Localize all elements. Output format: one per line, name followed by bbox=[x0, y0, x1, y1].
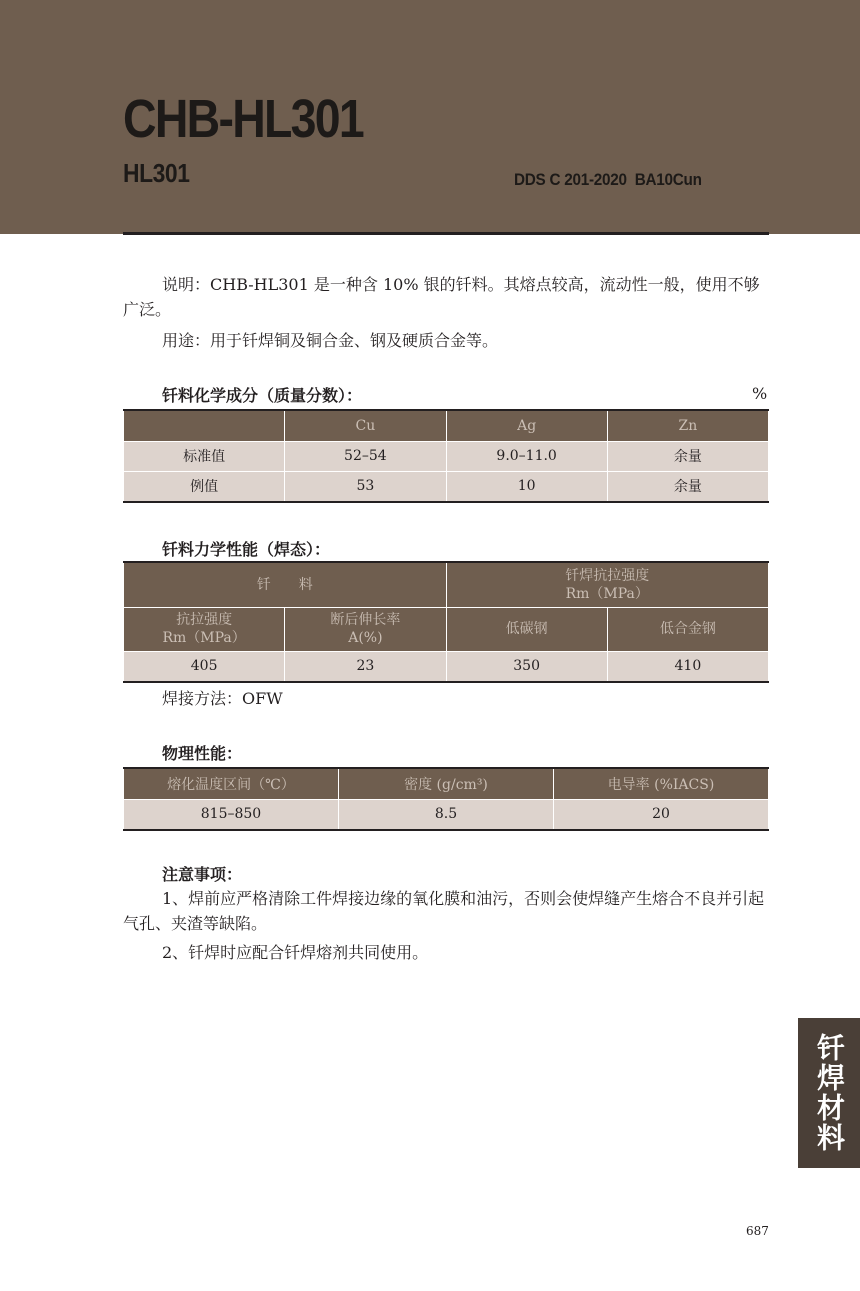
physical-title: 物理性能： bbox=[162, 744, 243, 763]
table-cell: 8.5 bbox=[339, 799, 554, 830]
table-cell: 余量 bbox=[607, 471, 768, 502]
table-row bbox=[124, 471, 769, 502]
header-rule bbox=[123, 232, 769, 235]
welding-method-label: 焊接方法： bbox=[162, 689, 243, 708]
mechanical-table bbox=[123, 561, 769, 683]
composition-title: 钎料化学成分（质量分数）： bbox=[162, 386, 363, 405]
product-title: CHB-HL301 bbox=[123, 89, 363, 149]
physical-header-row bbox=[124, 768, 769, 799]
table-cell: 405 bbox=[124, 651, 285, 682]
tensile-label: 抗拉强度 bbox=[176, 612, 233, 628]
table-row bbox=[124, 799, 769, 830]
physical-header-cell: 熔化温度区间（℃） bbox=[124, 768, 339, 799]
note-item: 2、钎焊时应配合钎焊熔剂共同使用。 bbox=[162, 943, 429, 962]
description-label: 说明： bbox=[162, 275, 211, 294]
product-subtitle: HL301 bbox=[123, 158, 190, 188]
brazed-strength-group-header bbox=[446, 562, 769, 607]
tensile-header bbox=[124, 607, 285, 651]
table-cell: 10 bbox=[446, 471, 607, 502]
table-row bbox=[124, 651, 769, 682]
elongation-header bbox=[285, 607, 446, 651]
table-cell: 23 bbox=[285, 651, 446, 682]
table-cell: 53 bbox=[285, 471, 446, 502]
composition-header-cell: Zn bbox=[607, 410, 768, 441]
composition-header-cell bbox=[124, 410, 285, 441]
tensile-unit: Rm（MPa） bbox=[162, 630, 246, 646]
physical-header-cell: 密度 (g/cm³) bbox=[339, 768, 554, 799]
physical-table bbox=[123, 767, 769, 831]
low-carbon-header: 低碳钢 bbox=[446, 607, 607, 651]
usage bbox=[123, 328, 769, 353]
mechanical-header-row bbox=[124, 562, 769, 607]
welding-method-value: OFW bbox=[242, 689, 283, 708]
table-cell: 20 bbox=[554, 799, 769, 830]
low-alloy-header: 低合金钢 bbox=[607, 607, 768, 651]
table-cell: 815–850 bbox=[124, 799, 339, 830]
note-item: 1、焊前应严格清除工件焊接边缘的氧化膜和油污，否则会使焊缝产生熔合不良并引起气孔、夹渣等缺陷。 bbox=[123, 889, 765, 933]
table-row bbox=[124, 441, 769, 471]
mechanical-title: 钎料力学性能（焊态）： bbox=[162, 540, 331, 559]
composition-table bbox=[123, 409, 769, 503]
page-number: 687 bbox=[746, 1224, 769, 1238]
welding-method bbox=[162, 686, 762, 711]
brazed-strength-label: 钎焊抗拉强度 bbox=[565, 567, 650, 584]
section-side-tab: 钎焊材料 bbox=[798, 1018, 860, 1168]
description-text: CHB-HL301 是一种含 10% 银的钎料。其熔点较高，流动性一般，使用不够广泛。 bbox=[123, 275, 760, 319]
header-band bbox=[0, 0, 860, 234]
physical-header-cell: 电导率 (%IACS) bbox=[554, 768, 769, 799]
table-cell: 52–54 bbox=[285, 441, 446, 471]
usage-label: 用途： bbox=[162, 331, 211, 350]
composition-header-cell: Ag bbox=[446, 410, 607, 441]
table-cell: 例值 bbox=[124, 471, 285, 502]
table-cell: 余量 bbox=[607, 441, 768, 471]
description bbox=[123, 272, 769, 322]
brazed-strength-unit: Rm（MPa） bbox=[565, 585, 649, 602]
elongation-label: 断后伸长率 bbox=[330, 612, 401, 628]
notes-title: 注意事项： bbox=[162, 865, 243, 884]
composition-header-cell: Cu bbox=[285, 410, 446, 441]
usage-text: 用于钎焊铜及铜合金、钢及硬质合金等。 bbox=[210, 331, 499, 350]
filler-group-header: 钎 料 bbox=[124, 562, 447, 607]
composition-unit: % bbox=[752, 384, 768, 403]
mechanical-subheader-row bbox=[124, 607, 769, 651]
standard-code: DDS C 201-2020 BA10Cun bbox=[514, 170, 702, 189]
table-cell: 350 bbox=[446, 651, 607, 682]
table-cell: 9.0–11.0 bbox=[446, 441, 607, 471]
elongation-unit: A(%) bbox=[348, 630, 383, 646]
table-cell: 标准值 bbox=[124, 441, 285, 471]
composition-header-row bbox=[124, 410, 769, 441]
table-cell: 410 bbox=[607, 651, 768, 682]
